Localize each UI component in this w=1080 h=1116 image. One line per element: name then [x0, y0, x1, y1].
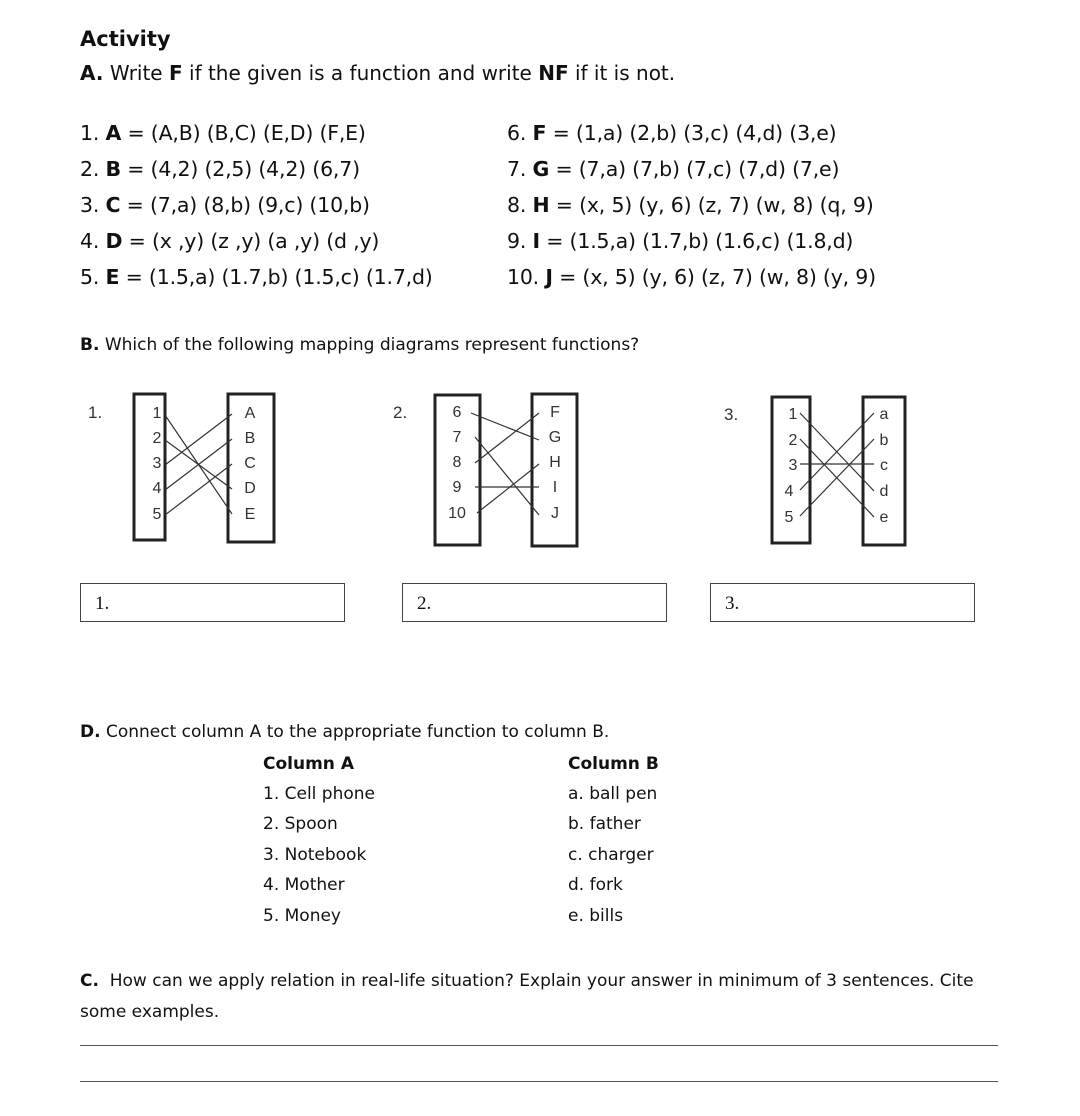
- column-a-item: 4. Mother: [263, 875, 345, 895]
- mapping-diagram-2: [425, 385, 595, 555]
- range-value: H: [549, 454, 561, 471]
- answer-box-label: 2.: [417, 593, 432, 614]
- nf-keyword: NF: [538, 61, 569, 85]
- instr-text: if it is not.: [568, 61, 676, 85]
- mapping-arrow: [475, 437, 539, 515]
- diagram-3-number: 3.: [724, 405, 739, 424]
- instr-text: if the given is a function and write: [182, 61, 539, 85]
- section-d-label: D.: [80, 722, 101, 742]
- column-b-item: d. fork: [568, 875, 623, 895]
- diagram-1-number: 1.: [88, 403, 103, 422]
- relation-item-1: 1. A = (A,B) (B,C) (E,D) (F,E): [80, 121, 366, 145]
- section-b-text: Which of the following mapping diagrams represent functions?: [104, 335, 640, 355]
- domain-value: 3: [788, 457, 798, 474]
- domain-value: 10: [448, 505, 466, 522]
- range-value: C: [244, 455, 256, 472]
- relation-item-10: 10. J = (x, 5) (y, 6) (z, 7) (w, 8) (y, 9): [507, 265, 876, 289]
- mapping-arrow: [165, 414, 232, 465]
- range-value: b: [879, 432, 889, 449]
- section-c-question: [80, 966, 980, 1028]
- domain-value: 6: [452, 404, 462, 421]
- range-value: d: [879, 483, 889, 500]
- domain-value: 3: [152, 455, 162, 472]
- diagram-2-number: 2.: [393, 403, 408, 422]
- section-b-question: [80, 335, 639, 355]
- mapping-diagram-3: [760, 388, 920, 553]
- column-a-item: 3. Notebook: [263, 845, 367, 865]
- column-b-item: e. bills: [568, 906, 624, 926]
- answer-box-label: 3.: [725, 593, 740, 614]
- answer-line[interactable]: [80, 1045, 998, 1046]
- relation-item-7: 7. G = (7,a) (7,b) (7,c) (7,d) (7,e): [507, 157, 840, 181]
- relation-item-8: 8. H = (x, 5) (y, 6) (z, 7) (w, 8) (q, 9): [507, 193, 874, 217]
- domain-value: 2: [788, 432, 798, 449]
- range-value: G: [548, 429, 562, 446]
- column-a-item: 5. Money: [263, 906, 341, 926]
- range-value: D: [244, 480, 256, 497]
- domain-value: 5: [152, 506, 162, 523]
- relation-item-4: 4. D = (x ,y) (z ,y) (a ,y) (d ,y): [80, 229, 380, 253]
- domain-value: 7: [452, 429, 462, 446]
- instr-text: Write: [109, 61, 169, 85]
- relation-item-6: 6. F = (1,a) (2,b) (3,c) (4,d) (3,e): [507, 121, 837, 145]
- mapping-arrow: [477, 464, 539, 513]
- range-value: B: [244, 430, 256, 447]
- section-a-label: A.: [80, 61, 104, 85]
- answer-box-3[interactable]: [710, 583, 975, 622]
- domain-value: 9: [452, 479, 462, 496]
- section-d-instruction: [80, 722, 609, 742]
- range-value: I: [552, 479, 558, 496]
- mapping-arrow: [475, 413, 539, 463]
- section-c-text: How can we apply relation in real-life situation? Explain your answer in minimum of 3 sentences. Cite some examples.: [80, 971, 974, 1022]
- column-b-item: a. ball pen: [568, 784, 658, 804]
- section-c-label: C.: [80, 971, 99, 991]
- mapping-arrow: [165, 464, 232, 515]
- section-d-text: Connect column A to the appropriate function to column B.: [105, 722, 610, 742]
- range-value: A: [244, 405, 256, 422]
- domain-value: 2: [152, 430, 162, 447]
- domain-value: 1: [788, 406, 798, 423]
- column-a-header: Column A: [263, 754, 354, 774]
- column-b-header: Column B: [568, 754, 659, 774]
- section-b-label: B.: [80, 335, 100, 355]
- relation-item-9: 9. I = (1.5,a) (1.7,b) (1.6,c) (1.8,d): [507, 229, 854, 253]
- range-value: e: [879, 509, 889, 526]
- mapping-diagram-1: [120, 385, 290, 555]
- page-title: Activity: [80, 27, 171, 51]
- domain-value: 1: [152, 405, 162, 422]
- column-a-item: 1. Cell phone: [263, 784, 376, 804]
- section-a-instruction: [80, 61, 675, 85]
- domain-value: 4: [784, 483, 794, 500]
- answer-box-2[interactable]: [402, 583, 667, 622]
- range-value: c: [880, 457, 888, 474]
- relation-item-5: 5. E = (1.5,a) (1.7,b) (1.5,c) (1.7,d): [80, 265, 433, 289]
- range-value: E: [244, 506, 256, 523]
- answer-box-1[interactable]: [80, 583, 345, 622]
- range-value: a: [879, 406, 889, 423]
- relation-item-2: 2. B = (4,2) (2,5) (4,2) (6,7): [80, 157, 360, 181]
- range-value: F: [550, 404, 560, 421]
- column-b-item: b. father: [568, 814, 641, 834]
- domain-value: 4: [152, 480, 162, 497]
- f-keyword: F: [168, 61, 183, 85]
- answer-line[interactable]: [80, 1081, 998, 1082]
- column-a-item: 2. Spoon: [263, 814, 338, 834]
- answer-box-label: 1.: [95, 593, 110, 614]
- domain-value: 8: [452, 454, 462, 471]
- column-b-item: c. charger: [568, 845, 654, 865]
- range-value: J: [551, 505, 559, 522]
- relation-item-3: 3. C = (7,a) (8,b) (9,c) (10,b): [80, 193, 370, 217]
- domain-value: 5: [784, 509, 794, 526]
